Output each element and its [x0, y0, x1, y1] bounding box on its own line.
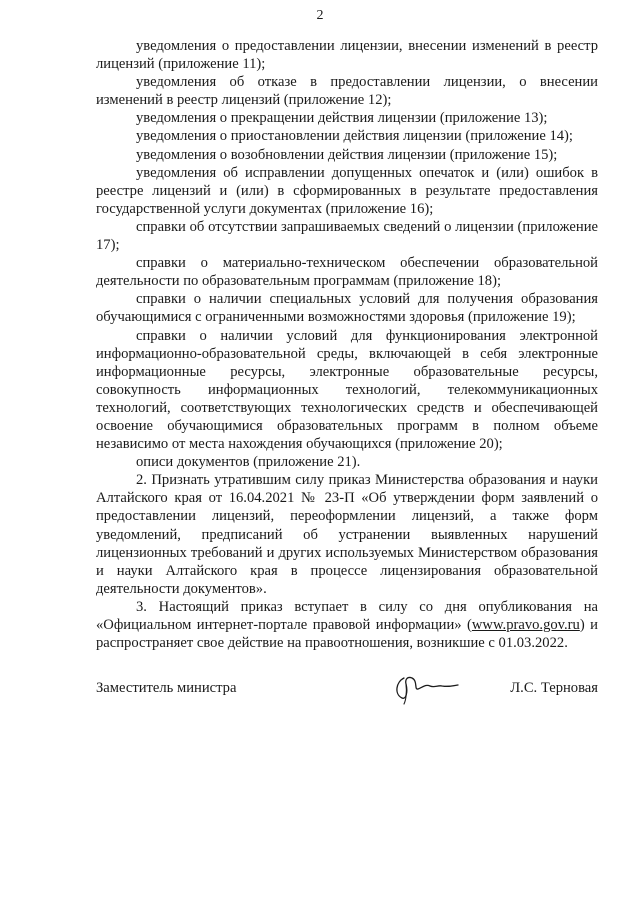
signature-block	[96, 678, 598, 708]
clause-3-text-before: 3. Настоящий приказ вступает в силу со дня опубликования на «Официальном интернет-портале правовой информации» (	[96, 598, 598, 633]
list-item-certificate-material: справки о материально-техническом обеспечении образовательной деятельности по образовательным программам (приложение 18);	[96, 255, 598, 290]
list-item-notice-resumption: уведомления о возобновлении действия лицензии (приложение 15);	[136, 146, 558, 163]
list-item-notice-grant: уведомления о предоставлении лицензии, внесении изменений в реестр лицензий (приложение 11);	[96, 38, 598, 73]
page-number: 2	[316, 8, 324, 23]
pravo-gov-link[interactable]: www.pravo.gov.ru	[471, 617, 580, 633]
list-item-notice-suspension: уведомления о приостановлении действия лицензии (приложение 14);	[136, 128, 573, 145]
list-item-notice-termination: уведомления о прекращении действия лицензии (приложение 13);	[136, 110, 548, 127]
clause-3-effective-date	[96, 598, 598, 652]
list-item-document-inventory: описи документов (приложение 21).	[136, 454, 361, 471]
list-item-notice-refusal: уведомления об отказе в предоставлении лицензии, о внесении изменений в реестр лицензий (приложение 12);	[96, 74, 598, 109]
clause-2-repeal: 2. Признать утратившим силу приказ Министерства образования и науки Алтайского края от 16.04.2021 № 23-П «Об утверждении форм заявлений о предоставлении лицензий, переоформлении лицензий, а также форм уведомлений, предписаний об устранении выявленных нарушений лицензионных требований и других используемых Министерством образования и науки Алтайского края в процессе лицензирования образовательной деятельности документов».	[96, 472, 598, 597]
signatory-name: Л.С. Терновая	[510, 680, 598, 696]
document-body	[96, 37, 598, 652]
list-item-certificate-no-data: справки об отсутствии запрашиваемых сведений о лицензии (приложение 17);	[96, 218, 598, 254]
list-item-certificate-special-conditions: справки о наличии специальных условий для получения образования обучающимися с ограниченными возможностями здоровья (приложение 19);	[96, 291, 598, 326]
list-item-notice-correction: уведомления об исправлении допущенных опечаток и (или) ошибок в реестре лицензий и (или) в сформированных в результате предоставления государственной услуги документах (приложение 16);	[96, 164, 598, 217]
clause-3-text-after: ) и распространяет свое действие на правоотношения, возникшие с 01.03.2022.	[96, 617, 598, 652]
signatory-position: Заместитель министра	[96, 680, 237, 696]
list-item-certificate-electronic-environment: справки о наличии условий для функционирования электронной информационно-образовательной среды, включающей в себя электронные информационные ресурсы, электронные образовательные ресурсы, совокупность информационных технологий, телекоммуникационных технологий, соответствующих технологических средств и обеспечивающей освоение обучающимися образовательных программ в полном объеме независимо от места нахождения обучающихся (приложение 20);	[96, 327, 598, 453]
handwritten-signature-icon	[390, 672, 462, 706]
